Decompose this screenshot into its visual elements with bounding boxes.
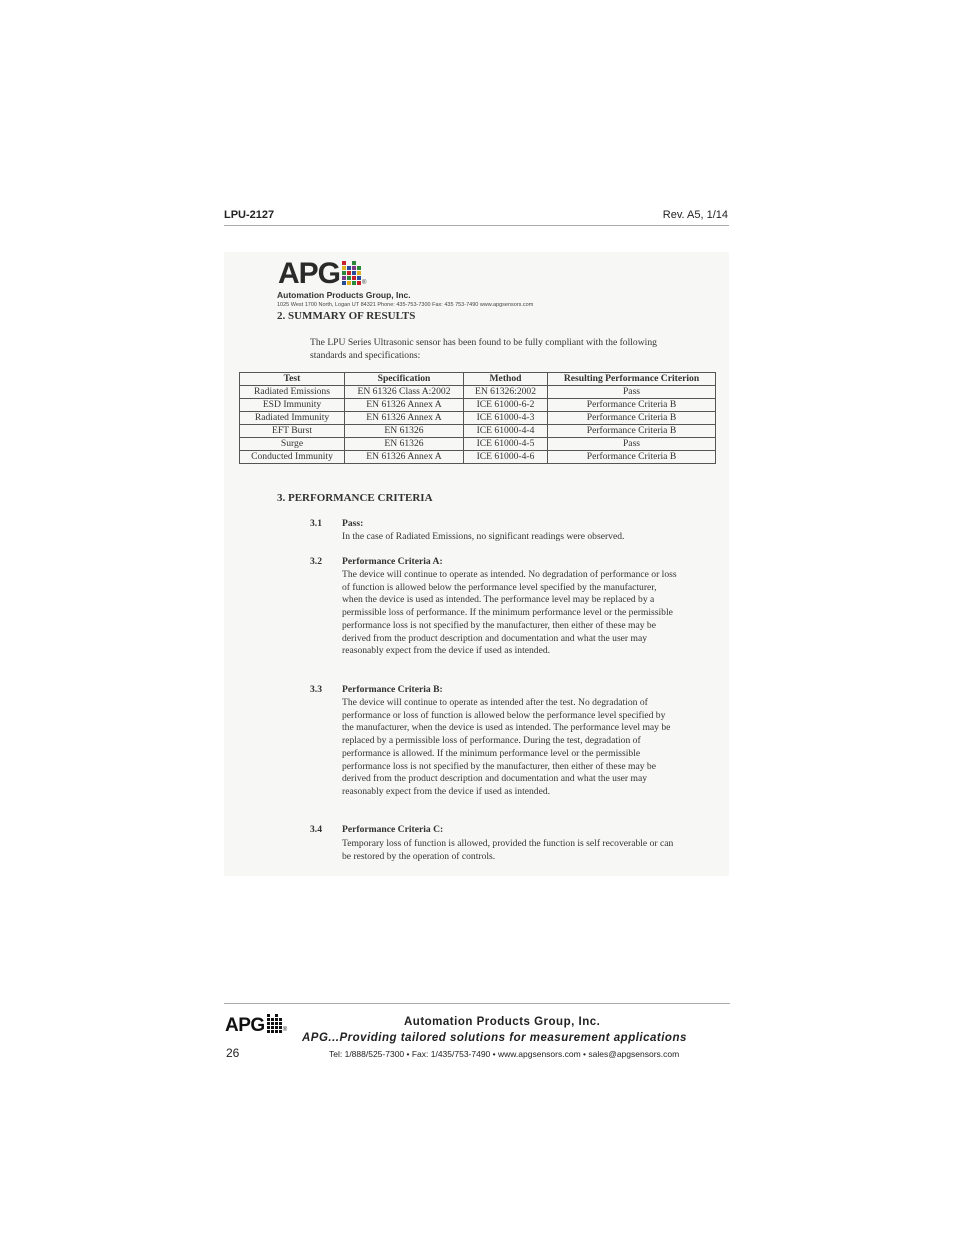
doc-number: LPU-2127 (224, 209, 275, 221)
footer-company: Automation Products Group, Inc. (404, 1016, 601, 1028)
table-header: Method (464, 373, 548, 386)
table-header: Test (240, 373, 345, 386)
table-cell: Performance Criteria B (548, 451, 716, 464)
table-cell: ICE 61000-4-3 (464, 412, 548, 425)
table-cell: EN 61326 Annex A (345, 399, 464, 412)
page-number: 26 (226, 1046, 240, 1060)
table-cell: Pass (548, 438, 716, 451)
footer-tagline: APG...Providing tailored solutions for measurement applications (302, 1032, 687, 1044)
item-body: Temporary loss of function is allowed, provided the function is self recoverable or can be restored by the operation of controls. (342, 838, 674, 862)
footer-registered-mark: ® (282, 1027, 288, 1033)
header-rule (224, 225, 729, 226)
item-body: In the case of Radiated Emissions, no significant readings were observed. (342, 531, 625, 542)
logo-text: APG (278, 257, 341, 290)
item-heading: Performance Criteria B: (342, 684, 443, 695)
item-heading: Performance Criteria C: (342, 824, 444, 835)
apg-logo (278, 257, 367, 290)
table-cell: ESD Immunity (240, 399, 345, 412)
table-row (240, 438, 716, 451)
table-cell: ICE 61000-4-6 (464, 451, 548, 464)
item-number: 3.3 (310, 684, 322, 695)
item-body: The device will continue to operate as intended. No degradation of performance or loss of function is allowed below the performance level specified by the manufacturer, when the device is used as intended. The performance level may be replaced by a permissible loss of performance. If the minimum performance level or the permissible performance loss is not specified by the manufacturer, then either of these may be derived from the product description and documentation and what the user may reasonably expect from the device if used as intended. (342, 569, 677, 657)
table-cell: EN 61326 Annex A (345, 451, 464, 464)
scanned-certificate (224, 252, 729, 876)
logo-dots-icon (342, 261, 361, 285)
registered-mark: ® (362, 280, 367, 286)
footer-rule (224, 1003, 730, 1004)
table-cell: EN 61326 Class A:2002 (345, 386, 464, 399)
table-header-row (240, 373, 716, 386)
table-cell: Radiated Immunity (240, 412, 345, 425)
footer-logo (225, 1014, 287, 1035)
table-row (240, 399, 716, 412)
results-table (239, 372, 716, 464)
table-cell: Performance Criteria B (548, 412, 716, 425)
table-cell: ICE 61000-4-5 (464, 438, 548, 451)
section-3-title: 3. PERFORMANCE CRITERIA (277, 492, 433, 504)
item-number: 3.2 (310, 556, 322, 567)
table-cell: Conducted Immunity (240, 451, 345, 464)
footer-logo-dots-icon (267, 1014, 282, 1033)
intro-text: The LPU Series Ultrasonic sensor has been found to be fully compliant with the following standards and specifications: (310, 337, 657, 361)
table-cell: ICE 61000-4-4 (464, 425, 548, 438)
table-cell: EFT Burst (240, 425, 345, 438)
table-cell: ICE 61000-6-2 (464, 399, 548, 412)
table-row (240, 412, 716, 425)
table-cell: EN 61326 (345, 425, 464, 438)
footer-logo-text: APG (225, 1015, 265, 1036)
table-cell: Pass (548, 386, 716, 399)
table-cell: EN 61326 Annex A (345, 412, 464, 425)
table-row (240, 425, 716, 438)
revision: Rev. A5, 1/14 (662, 209, 728, 221)
table-cell: Surge (240, 438, 345, 451)
item-number: 3.4 (310, 824, 322, 835)
table-header: Resulting Performance Criterion (548, 373, 716, 386)
company-name: Automation Products Group, Inc. (277, 290, 411, 300)
table-row (240, 451, 716, 464)
table-cell: EN 61326:2002 (464, 386, 548, 399)
table-cell: Performance Criteria B (548, 425, 716, 438)
table-cell: EN 61326 (345, 438, 464, 451)
item-heading: Performance Criteria A: (342, 556, 443, 567)
footer-contact: Tel: 1/888/525-7300 • Fax: 1/435/753-7490 • www.apgsensors.com • sales@apgsensors.com (329, 1049, 680, 1059)
table-header: Specification (345, 373, 464, 386)
item-body: The device will continue to operate as intended after the test. No degradation of performance or loss of function is allowed below the performance level specified by the manufacturer, when the device is used as intended. The performance level may be replaced by a permissible loss of performance. During the test, degradation of performance is allowed. If the minimum performance level or the permissible performance loss is not specified by the manufacturer, then either of these may be derived from the product description and documentation and what the user may reasonably expect from the device if used as intended. (342, 697, 671, 797)
section-2-title: 2. SUMMARY OF RESULTS (277, 310, 416, 322)
table-cell: Radiated Emissions (240, 386, 345, 399)
table-cell: Performance Criteria B (548, 399, 716, 412)
item-heading: Pass: (342, 518, 364, 529)
item-number: 3.1 (310, 518, 322, 529)
company-address: 1025 West 1700 North, Logan UT 84321 Phone: 435-753-7300 Fax: 435 753-7490 www.apgsensors.com (277, 302, 534, 308)
table-row (240, 386, 716, 399)
